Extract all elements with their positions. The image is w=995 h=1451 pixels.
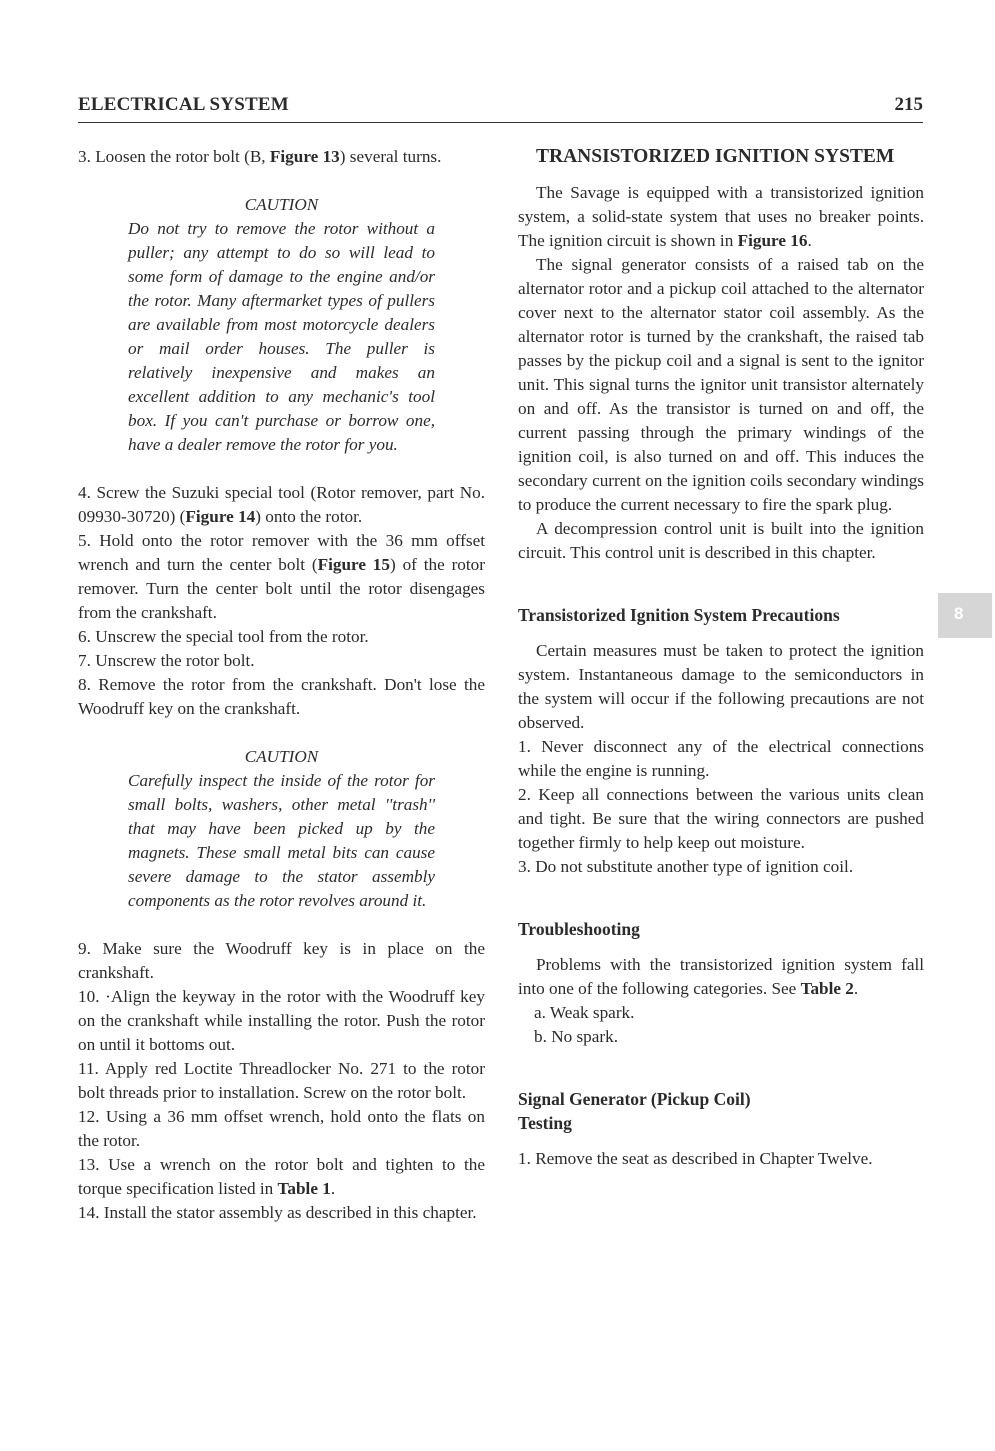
heading-signal-generator: Signal Generator (Pickup Coil) bbox=[518, 1089, 751, 1109]
step-8: 8. Remove the rotor from the crankshaft. Don't lose the Woodruff key on the crankshaft. bbox=[78, 675, 485, 718]
ignition-para-3: A decompression control unit is built into the ignition circuit. This control unit is described in this chapter. bbox=[518, 519, 924, 562]
troubleshooting-item-a: a. Weak spark. bbox=[534, 1003, 635, 1022]
step-12: 12. Using a 36 mm offset wrench, hold onto the flats on the rotor. bbox=[78, 1107, 485, 1150]
step-6: 6. Unscrew the special tool from the rotor. bbox=[78, 627, 369, 646]
section-title: ELECTRICAL SYSTEM bbox=[78, 94, 289, 115]
step-13: 13. Use a wrench on the rotor bolt and tighten to the torque specification listed in Table 1. bbox=[78, 1155, 485, 1198]
troubleshooting-intro: Problems with the transistorized ignition system fall into one of the following categories. See Table 2. bbox=[518, 955, 924, 998]
step-7: 7. Unscrew the rotor bolt. bbox=[78, 651, 255, 670]
signal-gen-step-1: 1. Remove the seat as described in Chapter Twelve. bbox=[518, 1149, 873, 1168]
chapter-tab bbox=[938, 593, 992, 638]
heading-signal-generator-line2: Testing bbox=[518, 1113, 572, 1133]
precaution-2: 2. Keep all connections between the various units clean and tight. Be sure that the wiring connectors are pushed together firmly to help keep out moisture. bbox=[518, 785, 924, 852]
heading-troubleshooting: Troubleshooting bbox=[518, 919, 640, 939]
precaution-3: 3. Do not substitute another type of ignition coil. bbox=[518, 857, 854, 876]
heading-precautions: Transistorized Ignition System Precautions bbox=[518, 605, 840, 625]
step-10: 10. ·Align the keyway in the rotor with the Woodruff key on the crankshaft while installing the rotor. Push the rotor on until it bottoms out. bbox=[78, 987, 485, 1054]
section-heading-ignition: TRANSISTORIZED IGNITION SYSTEM bbox=[536, 146, 895, 167]
step-9: 9. Make sure the Woodruff key is in place on the crankshaft. bbox=[78, 939, 485, 982]
ignition-para-1: The Savage is equipped with a transistorized ignition system, a solid-state system that uses no breaker points. The ignition circuit is shown in Figure 16. bbox=[518, 183, 924, 250]
caution-text-1: Do not try to remove the rotor without a puller; any attempt to do so will lead to some form of damage to the engine and/or the rotor. Many aftermarket types of pullers are available from most motorcycle dealers or mail order houses. The puller is relatively inexpensive and makes an excellent addition to any mechanic's tool box. If you can't purchase or borrow one, have a dealer remove the rotor for you. bbox=[128, 219, 435, 454]
caution-title-1: CAUTION bbox=[244, 195, 319, 214]
chapter-tab-number: 8 bbox=[954, 604, 964, 623]
page-header bbox=[78, 92, 923, 123]
step-5: 5. Hold onto the rotor remover with the 36 mm offset wrench and turn the center bolt (Figure 15) of the rotor remover. Turn the center bolt until the rotor disengages from the crankshaft. bbox=[78, 531, 485, 622]
precautions-intro: Certain measures must be taken to protect the ignition system. Instantaneous damage to the semiconductors in the system will occur if the following precautions are not observed. bbox=[518, 641, 924, 732]
troubleshooting-item-b: b. No spark. bbox=[534, 1027, 619, 1046]
ignition-para-2: The signal generator consists of a raised tab on the alternator rotor and a pickup coil attached to the alternator cover next to the alternator stator coil assembly. As the alternator rotor is turned by the crankshaft, the raised tab passes by the pickup coil and a signal is sent to the ignitor unit. This signal turns the ignitor unit transistor alternately on and off. As the transistor is turned on and off, the current passing through the primary windings of the ignition coil, is also turned on and off. This induces the secondary current on the ignition coils secondary windings to produce the current necessary to fire the spark plug. bbox=[518, 255, 924, 514]
step-3: 3. Loosen the rotor bolt (B, Figure 13) several turns. bbox=[78, 147, 442, 166]
right-column bbox=[518, 145, 924, 1171]
step-11: 11. Apply red Loctite Threadlocker No. 271 to the rotor bolt threads prior to installation. Screw on the rotor bolt. bbox=[78, 1059, 485, 1102]
caution-title-2: CAUTION bbox=[244, 747, 319, 766]
left-column bbox=[78, 145, 485, 1225]
caution-text-2: Carefully inspect the inside of the rotor for small bolts, washers, other metal ''trash'' that may have been picked up by the magnets. These small metal bits can cause severe damage to the stator assembly components as the rotor revolves around it. bbox=[128, 771, 435, 910]
precaution-1: 1. Never disconnect any of the electrical connections while the engine is running. bbox=[518, 737, 924, 780]
step-4: 4. Screw the Suzuki special tool (Rotor remover, part No. 09930-30720) (Figure 14) onto the rotor. bbox=[78, 483, 485, 526]
page-number: 215 bbox=[894, 94, 923, 115]
step-14: 14. Install the stator assembly as described in this chapter. bbox=[78, 1203, 477, 1222]
